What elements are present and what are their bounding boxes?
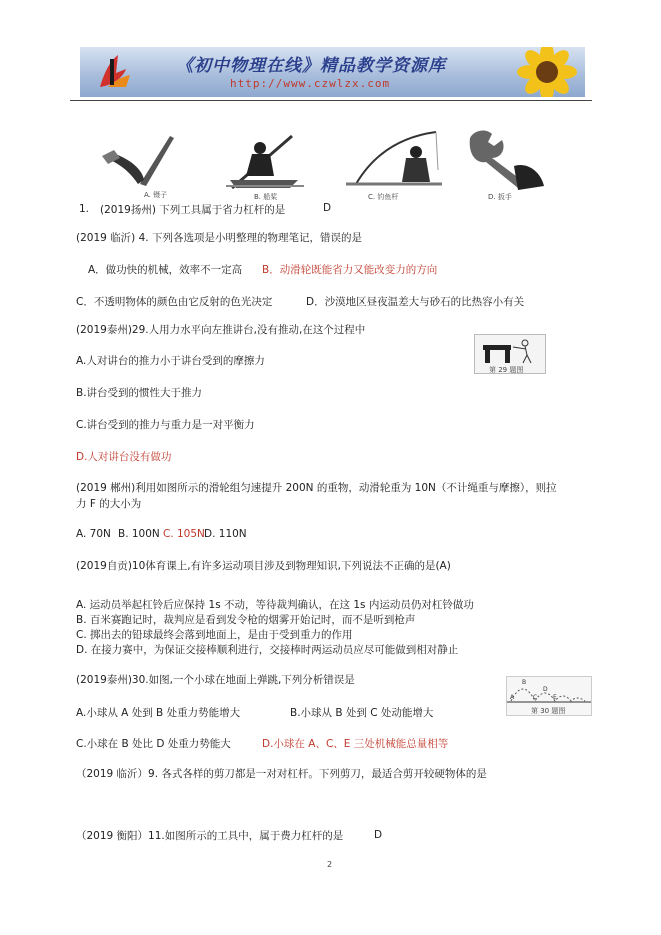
q2-stem: (2019 临沂) 4. 下列各选项是小明整理的物理笔记，错误的是 bbox=[76, 232, 362, 244]
fishing-rod-picture bbox=[346, 130, 442, 188]
tool-caption-c: C. 钓鱼杆 bbox=[368, 193, 399, 201]
tool-caption-a: A. 镊子 bbox=[144, 191, 168, 199]
q4-stem-line1: (2019 郴州)利用如图所示的滑轮组匀速提升 200N 的重物，动滑轮重为 10N（不计绳重与摩擦），则拉 bbox=[76, 482, 557, 494]
bouncing-ball-icon bbox=[507, 677, 591, 707]
q6-option-d: D.小球在 A、C、E 三处机械能总量相等 bbox=[262, 738, 449, 750]
q4-option-d: D. 110N bbox=[204, 528, 247, 540]
q4-option-a: A. 70N bbox=[76, 528, 111, 540]
q6-figure-caption: 第 30 题图 bbox=[531, 707, 566, 715]
q3-option-a: A.人对讲台的推力小于讲台受到的摩擦力 bbox=[76, 355, 265, 367]
header-rule bbox=[70, 100, 592, 101]
q2-option-c: C．不透明物体的颜色由它反射的色光决定 bbox=[76, 296, 273, 308]
lectern-push-icon bbox=[475, 335, 545, 365]
q4-stem-line2: 力 F 的大小为 bbox=[76, 498, 142, 510]
q6-stem: (2019泰州)30.如图,一个小球在地面上弹跳,下列分析错误是 bbox=[76, 674, 355, 686]
header-title: 《初中物理在线》精品教学资源库 bbox=[176, 56, 446, 76]
q8-answer: D bbox=[374, 829, 383, 841]
oar-picture bbox=[226, 130, 304, 192]
q1-stem: (2019扬州) 下列工具属于省力杠杆的是 bbox=[100, 204, 286, 216]
q3-option-c: C.讲台受到的推力与重力是一对平衡力 bbox=[76, 419, 255, 431]
q3-stem: (2019泰州)29.人用力水平向左推讲台,没有推动,在这个过程中 bbox=[76, 324, 366, 336]
tool-caption-d: D. 扳手 bbox=[488, 193, 512, 201]
fig-label-d: D bbox=[543, 686, 548, 693]
fig-label-c: C bbox=[533, 694, 538, 701]
q5-option-c: C. 掷出去的铅球最终会落到地面上，是由于受到重力的作用 bbox=[76, 629, 353, 641]
header-url: http://www.czwlzx.com bbox=[230, 77, 391, 90]
q5-option-d: D. 在接力赛中，为保证交接棒顺利进行，交接棒时两运动员应尽可能做到相对静止 bbox=[76, 644, 459, 656]
q2-option-d: D．沙漠地区昼夜温差大与砂石的比热容小有关 bbox=[306, 296, 525, 308]
q5-option-a: A. 运动员举起杠铃后应保持 1s 不动，等待裁判确认，在这 1s 内运动员仍对杠铃做功 bbox=[76, 599, 474, 611]
q7-stem: （2019 临沂）9. 各式各样的剪刀都是一对对杠杆。下列剪刀，最适合剪开较硬物体的是 bbox=[76, 768, 487, 780]
q1-answer: D bbox=[323, 202, 332, 214]
q5-option-b: B. 百米赛跑记时，裁判应是看到发令枪的烟雾开始记时，而不是听到枪声 bbox=[76, 614, 416, 626]
q4-option-c: C. 105N bbox=[163, 528, 205, 540]
fig-label-e: E bbox=[553, 694, 557, 701]
fig-label-a: A bbox=[510, 694, 515, 701]
q2-option-a: A．做功快的机械，效率不一定高 bbox=[88, 264, 243, 276]
q6-option-b: B.小球从 B 处到 C 处动能增大 bbox=[290, 707, 434, 719]
q2-option-b: B．动滑轮既能省力又能改变力的方向 bbox=[262, 264, 438, 276]
page-number: 2 bbox=[327, 860, 333, 869]
tweezers-picture bbox=[100, 128, 188, 190]
q6-option-a: A.小球从 A 处到 B 处重力势能增大 bbox=[76, 707, 241, 719]
q3-option-d: D.人对讲台没有做功 bbox=[76, 451, 172, 463]
tool-caption-b: B. 船桨 bbox=[254, 193, 278, 201]
q3-figure bbox=[474, 334, 546, 374]
header-banner bbox=[80, 47, 585, 97]
q4-option-b: B. 100N bbox=[118, 528, 160, 540]
fig-label-b: B bbox=[522, 679, 527, 686]
sunflower-icon bbox=[509, 47, 579, 97]
q3-option-b: B.讲台受到的惯性大于推力 bbox=[76, 387, 203, 399]
q5-stem: (2019自贡)10体育课上,有许多运动项目涉及到物理知识,下列说法不正确的是(A) bbox=[76, 560, 451, 572]
q3-figure-caption: 第 29 题图 bbox=[489, 366, 524, 374]
q6-figure bbox=[506, 676, 592, 716]
wrench-picture bbox=[464, 126, 546, 190]
logo-icon bbox=[96, 51, 132, 91]
q6-option-c: C.小球在 B 处比 D 处重力势能大 bbox=[76, 738, 231, 750]
q1-number: 1. bbox=[79, 203, 90, 215]
q8-stem: （2019 衡阳）11.如图所示的工具中，属于费力杠杆的是 bbox=[76, 830, 344, 842]
